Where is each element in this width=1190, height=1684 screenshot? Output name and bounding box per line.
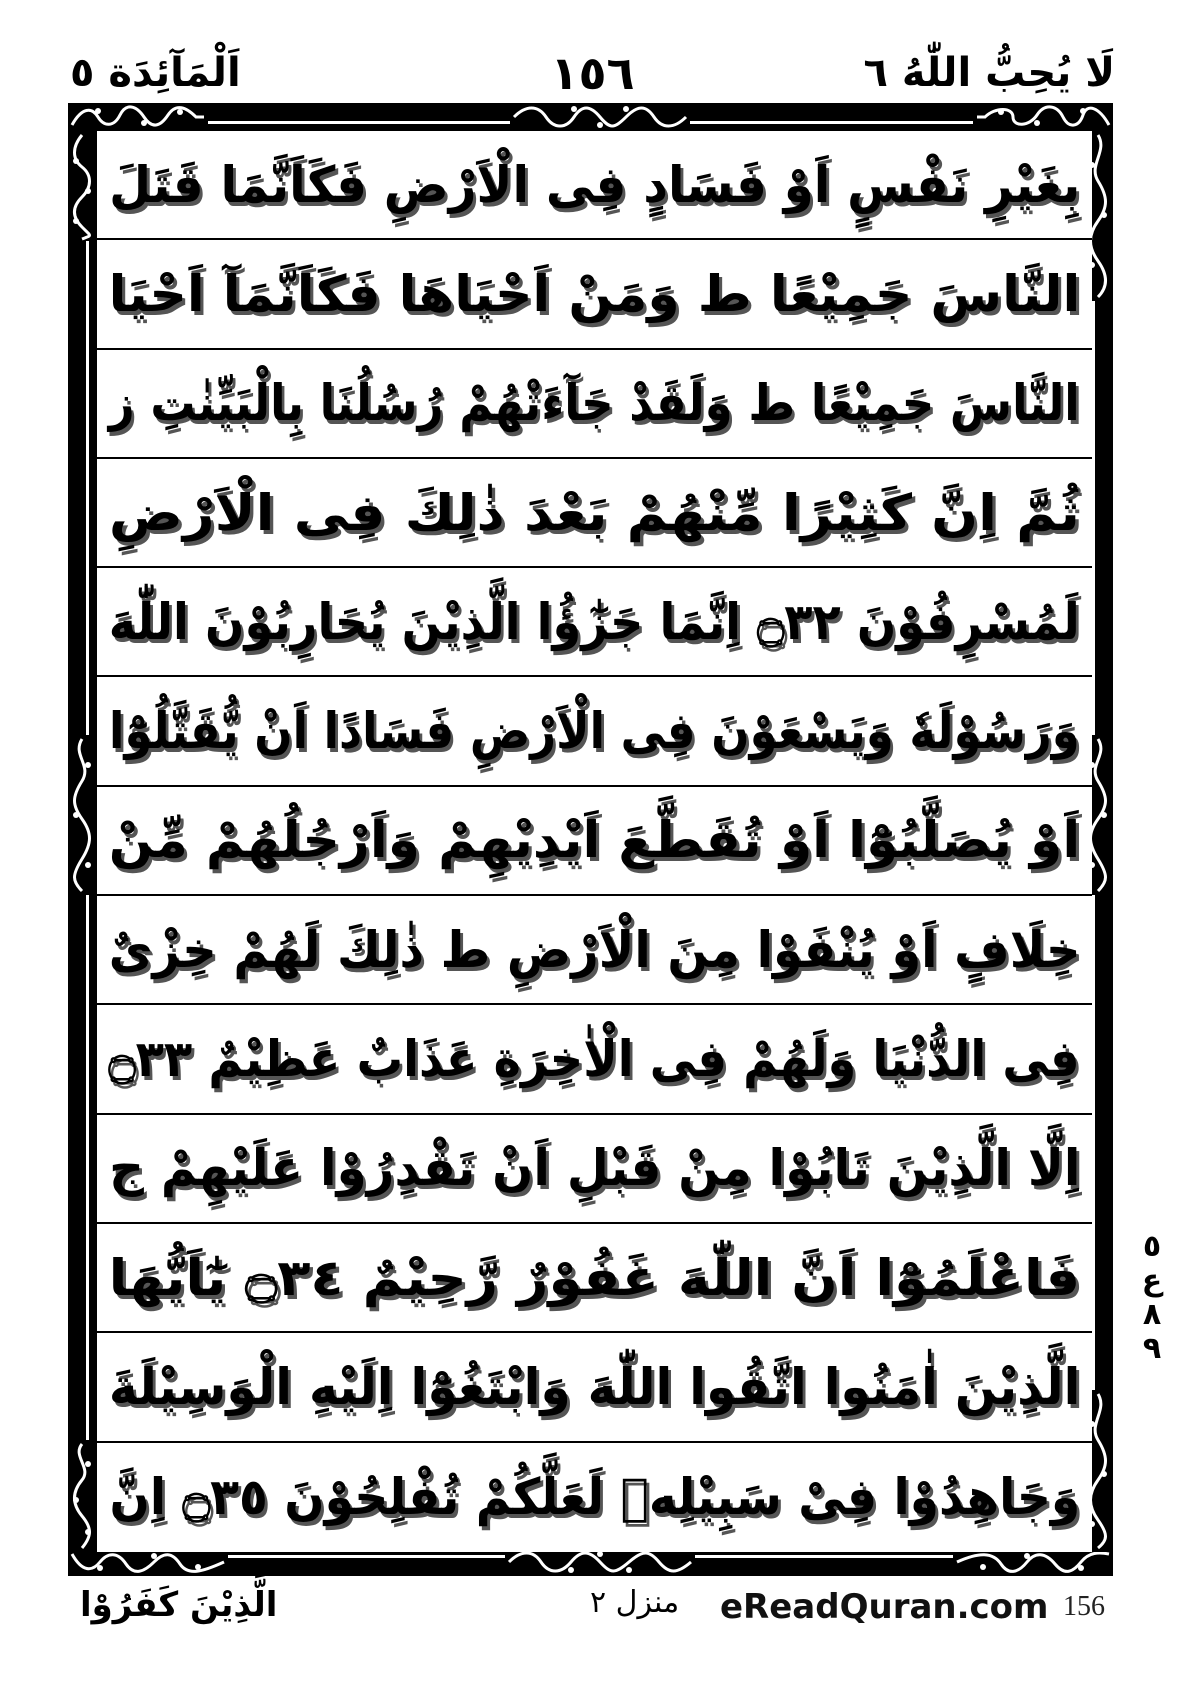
ruku-marker-letter: ع bbox=[1141, 1263, 1163, 1298]
line-text: النَّاسَ جَمِيْعًا ط وَلَقَدْ جَآءَتْهُمْ رُسُلُنَا بِالْبَيِّنٰتِ ز bbox=[108, 374, 1080, 433]
ornament-bottom-right bbox=[953, 1548, 1113, 1576]
ornament-left-bottom bbox=[68, 1440, 97, 1552]
text-line bbox=[97, 1443, 1092, 1552]
line-text: اَوْ يُصَلَّبُوْٓا اَوْ تُقَطَّعَ اَيْدِيْهِمْ وَاَرْجُلُهُمْ مِّنْ bbox=[108, 811, 1080, 870]
page-header bbox=[70, 46, 1115, 100]
ruku-marker bbox=[1132, 1230, 1172, 1366]
text-line bbox=[97, 896, 1092, 1005]
manzil-label: منزل ٢ bbox=[590, 1585, 680, 1620]
text-line bbox=[97, 568, 1092, 677]
ruku-marker-digit: ٥ bbox=[1142, 1229, 1162, 1264]
text-line bbox=[97, 1224, 1092, 1333]
line-text: خِلَافٍ اَوْ يُنْفَوْا مِنَ الْاَرْضِ ط ذٰلِكَ لَهُمْ خِزْىٌ bbox=[108, 920, 1080, 979]
line-text: بِغَيْرِ نَفْسٍ اَوْ فَسَادٍ فِى الْاَرْضِ فَكَاَنَّمَا قَتَلَ bbox=[108, 155, 1080, 214]
text-line bbox=[97, 350, 1092, 459]
ornament-top-center bbox=[510, 103, 690, 131]
text-line bbox=[97, 459, 1092, 568]
catchword: الَّذِيْنَ كَفَرُوْا bbox=[80, 1585, 278, 1625]
ornament-left-top bbox=[68, 131, 97, 241]
ornament-left-middle bbox=[68, 735, 97, 895]
ornament-top-right bbox=[973, 103, 1113, 131]
line-text: ثُمَّ اِنَّ كَثِيْرًا مِّنْهُمْ بَعْدَ ذٰلِكَ فِى الْاَرْضِ bbox=[108, 483, 1080, 542]
line-text: وَجَاهِدُوْا فِىْ سَبِيْلِهٖ لَعَلَّكُمْ تُفْلِحُوْنَ ۝٣٥ اِنَّ bbox=[109, 1468, 1080, 1527]
text-line bbox=[97, 131, 1092, 240]
text-line bbox=[97, 678, 1092, 787]
line-text: اِلَّا الَّذِيْنَ تَابُوْا مِنْ قَبْلِ اَنْ تَقْدِرُوْا عَلَيْهِمْ ج bbox=[108, 1139, 1080, 1198]
ruku-marker-digit: ٩ bbox=[1142, 1331, 1162, 1366]
juz-name: لَا يُحِبُّ اللّٰهُ ٦ bbox=[863, 50, 1115, 96]
line-text: النَّاسَ جَمِيْعًا ط وَمَنْ اَحْيَاهَا فَكَاَنَّمَآ اَحْيَا bbox=[108, 264, 1080, 323]
text-line bbox=[97, 787, 1092, 896]
line-text: فَاعْلَمُوْٓا اَنَّ اللّٰهَ غَفُوْرٌ رَّحِيْمٌ ۝٣٤ يٰٓاَيُّهَا bbox=[108, 1248, 1080, 1307]
line-text: فِى الدُّنْيَا وَلَهُمْ فِى الْاٰخِرَةِ عَذَابٌ عَظِيْمٌ ۝٣٣ bbox=[108, 1030, 1080, 1089]
page-footer bbox=[70, 1585, 1115, 1645]
text-line bbox=[97, 1333, 1092, 1442]
page-number: 156 bbox=[1063, 1591, 1105, 1622]
ornament-bottom-left bbox=[68, 1548, 228, 1576]
line-text: وَرَسُوْلَهٗ وَيَسْعَوْنَ فِى الْاَرْضِ فَسَادًا اَنْ يُّقَتَّلُوْٓا bbox=[109, 702, 1080, 761]
text-line bbox=[97, 1115, 1092, 1224]
ornament-bottom-center bbox=[505, 1548, 695, 1576]
page-number-arabic: ١٥٦ bbox=[550, 46, 635, 100]
text-line bbox=[97, 240, 1092, 349]
line-text: لَمُسْرِفُوْنَ ۝٣٢ اِنَّمَا جَزٰٓؤُا الَّذِيْنَ يُحَارِبُوْنَ اللّٰهَ bbox=[108, 592, 1080, 651]
website-watermark: eReadQuran.com bbox=[720, 1587, 1049, 1627]
text-line bbox=[97, 1005, 1092, 1114]
text-panel bbox=[97, 131, 1092, 1552]
ruku-marker-digit: ٨ bbox=[1142, 1297, 1162, 1332]
line-text: الَّذِيْنَ اٰمَنُوا اتَّقُوا اللّٰهَ وَابْتَغُوْٓا اِلَيْهِ الْوَسِيْلَةَ bbox=[108, 1357, 1080, 1416]
surah-name: اَلْمَآئِدَة ٥ bbox=[70, 50, 241, 96]
ornament-top-left bbox=[68, 103, 208, 131]
